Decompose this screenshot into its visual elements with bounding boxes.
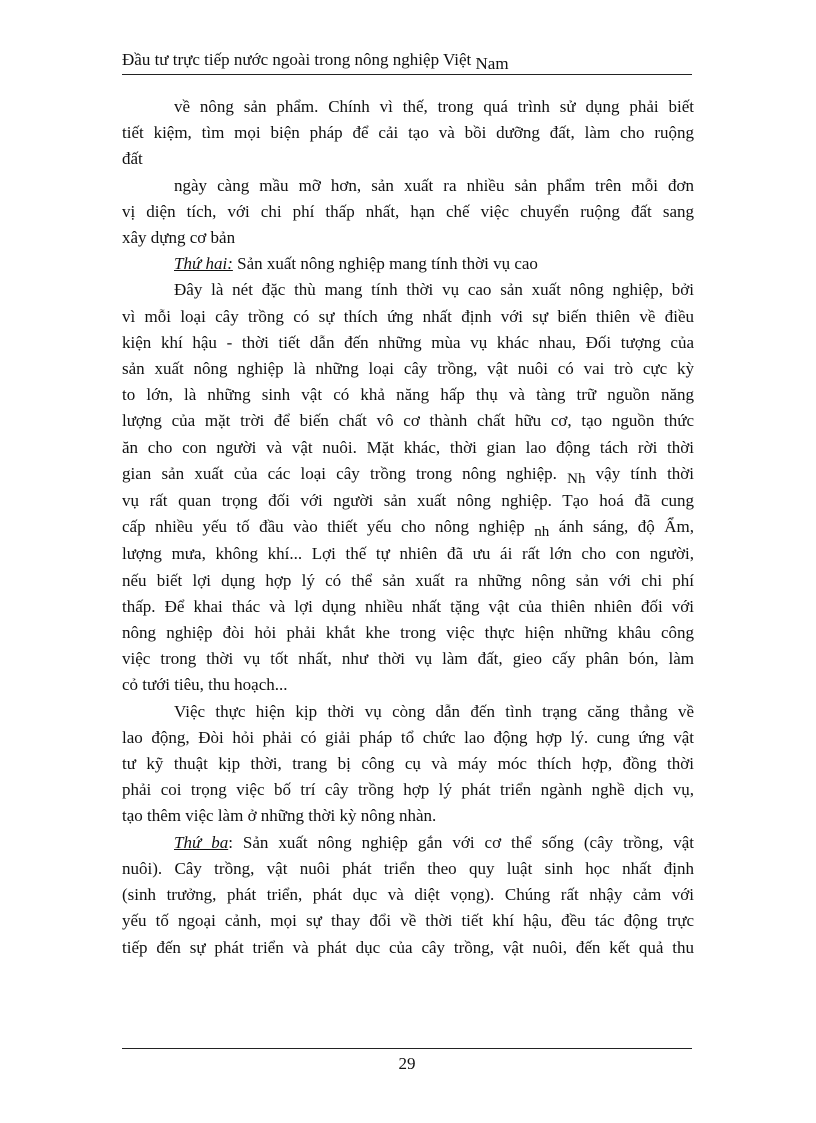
text-line: ăn cho con người và vật nuôi. Mặt khác, thời gian lao động tách rời thời [122, 437, 694, 457]
text-line: yếu tố ngoại cảnh, mọi sự thay đổi về thời tiết khí hậu, đều tác động trực [122, 911, 694, 931]
text-line [122, 461, 694, 488]
text-line: việc trong thời vụ tốt nhất, như thời vụ làm đất, gieo cấy phân bón, làm [122, 649, 694, 669]
text-line: kiện khí hậu - thời tiết dẫn đến những mùa vụ khác nhau, Đối tượng của [122, 332, 694, 352]
text-line: Việc thực hiện kịp thời vụ còng dẫn đến tình trạng căng thẳng về [174, 701, 694, 721]
text-line: Đây là nét đặc thù mang tính thời vụ cao sản xuất nông nghiệp, bởi [174, 280, 694, 300]
text-line: lượng của mặt trời để biến chất vô cơ thành chất hữu cơ, tạo nguồn thức [122, 411, 694, 431]
page-number: 29 [398, 1054, 416, 1073]
text-line: vì mỗi loại cây trồng có sự thích ứng nhất định với sự biến thiên về điều [122, 306, 694, 326]
text-segment: gian sản xuất của các loại cây trồng trong nông nghiệp. [122, 463, 557, 483]
text-line: thấp. Để khai thác và lợi dụng nhiều nhất tặng vật của thiên nhiên đối với [122, 596, 694, 616]
section-label: Thứ ba [174, 832, 229, 852]
text-line: tiết kiệm, tìm mọi biện pháp để cải tạo và bồi dưỡng đất, làm cho ruộng [122, 123, 694, 143]
header-title-tail: Nam [475, 54, 509, 73]
text-segment: ánh sáng, độ Ẩm, [558, 517, 695, 537]
text-line: nông nghiệp đòi hỏi phải khắt khe trong việc thực hiện những khâu công [122, 623, 694, 643]
text-line: (sinh trưởng, phát triển, phát dục và diệt vọng). Chúng rất nhậy cảm với [122, 885, 694, 905]
page-body [122, 94, 694, 961]
section-heading-line [122, 830, 694, 856]
text-line: nếu biết lợi dụng hợp lý có thể sản xuất ra những nông sản với chi phí [122, 570, 694, 590]
text-line: ngày càng mầu mỡ hơn, sản xuất ra nhiều sản phẩm trên mỗi đơn [174, 175, 694, 195]
text-line: phải coi trọng việc bố trí cây trồng hợp lý phát triển ngành nghề dịch vụ, [122, 780, 694, 800]
text-line: về nông sản phẩm. Chính vì thế, trong quá trình sử dụng phải biết [174, 97, 694, 116]
text-line: to lớn, là những sinh vật có khả năng hấp thụ và tàng trữ nguồn năng [122, 385, 694, 405]
footer-divider [122, 1048, 692, 1049]
section-heading-line [122, 251, 694, 277]
text-line: cỏ tưới tiêu, thu hoạch... [122, 675, 288, 695]
text-line: lao động, Đòi hỏi phải có giải pháp tổ chức lao động hợp lý. cung ứng vật [122, 727, 694, 747]
text-line: lượng mưa, không khí... Lợi thế tự nhiên đã ưu ái rất lớn cho con người, [122, 544, 694, 564]
lowered-fragment: Nh [567, 470, 586, 487]
text-line [122, 514, 694, 541]
text-line: nuôi). Cây trồng, vật nuôi phát triển theo quy luật sinh học nhất định [122, 858, 694, 878]
text-line: vụ rất quan trọng đối với người sản xuất nông nghiệp. Tạo hoá đã cung [122, 491, 694, 511]
text-line: tạo thêm việc làm ở những thời kỳ nông nhàn. [122, 806, 437, 826]
lowered-fragment: nh [534, 524, 550, 541]
text-segment: vậy tính thời [595, 463, 695, 483]
text-line: đất [122, 149, 143, 169]
text-segment: : Sản xuất nông nghiệp gắn với cơ thể sống (cây trồng, vật [228, 832, 694, 852]
section-heading-text: Sản xuất nông nghiệp mang tính thời vụ cao [232, 254, 538, 274]
text-line: xây dựng cơ bản [122, 228, 236, 248]
text-line: vị diện tích, với chi phí thấp nhất, hạn chế việc chuyển ruộng đất sang [122, 201, 694, 221]
text-line: sản xuất nông nghiệp là những loại cây trồng, vật nuôi có vai trò cực kỳ [122, 359, 694, 379]
running-header [122, 50, 692, 75]
header-title: Đầu tư trực tiếp nước ngoài trong nông nghiệp Việt [122, 50, 472, 69]
section-label: Thứ hai: [174, 254, 233, 274]
text-segment: cấp nhiều yếu tố đầu vào thiết yếu cho nông nghiệp [122, 517, 525, 537]
text-line: tiếp đến sự phát triển và phát dục của cây trồng, vật nuôi, đến kết quả thu [122, 937, 694, 957]
text-line: tư kỹ thuật kịp thời, trang bị công cụ và máy móc thích hợp, đồng thời [122, 754, 694, 774]
